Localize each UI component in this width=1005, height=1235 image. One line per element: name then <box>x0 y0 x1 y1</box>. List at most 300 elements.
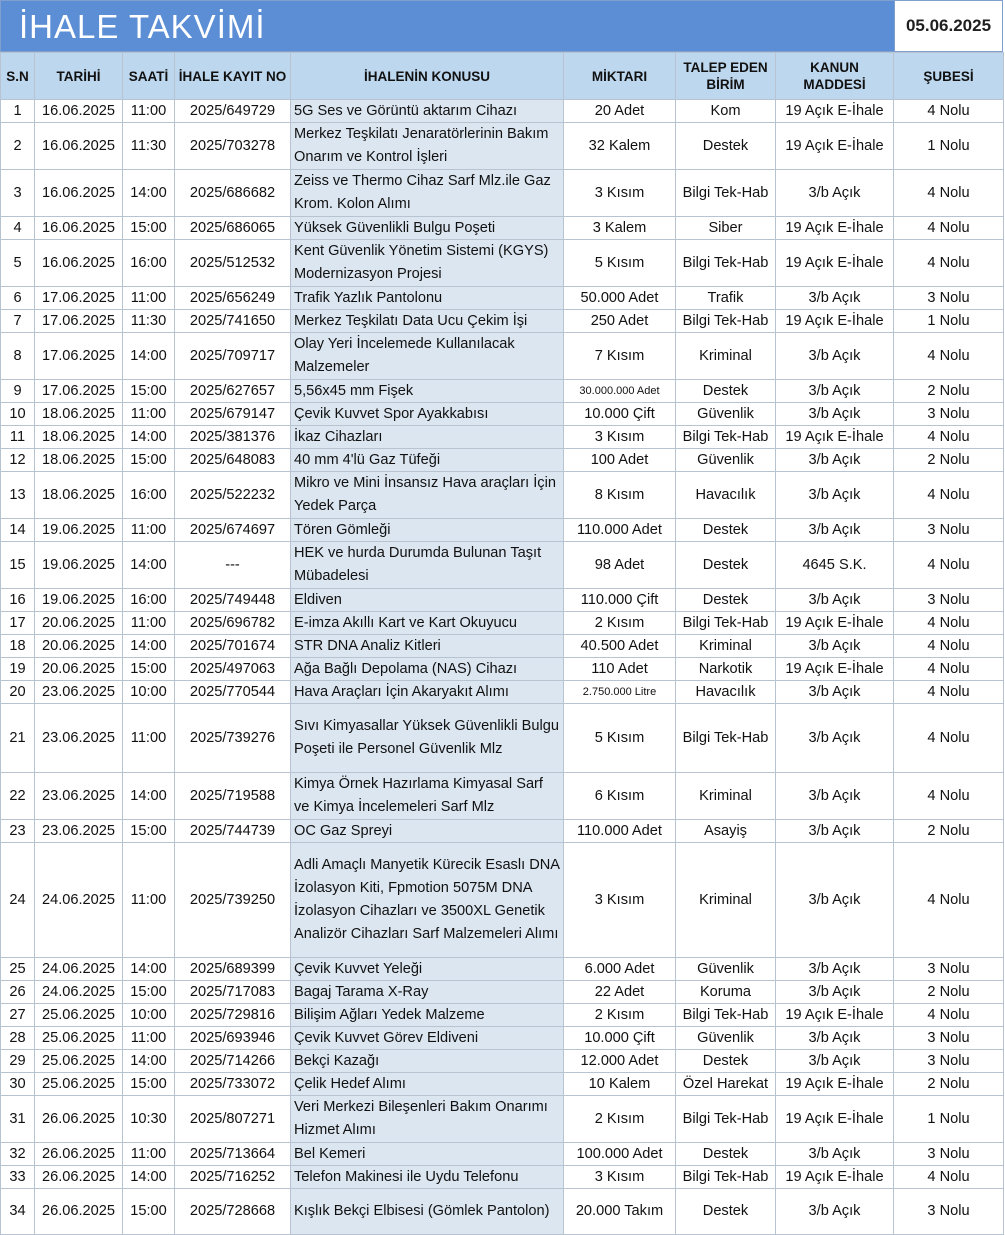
cell-law-article: 3/b Açık <box>776 589 894 612</box>
cell-requesting-unit: Destek <box>676 380 776 403</box>
cell-sn: 1 <box>1 100 35 123</box>
calendar-date: 05.06.2025 <box>894 1 1002 51</box>
cell-requesting-unit: Destek <box>676 519 776 542</box>
cell-law-article: 3/b Açık <box>776 1189 894 1235</box>
cell-date: 20.06.2025 <box>35 658 123 681</box>
cell-date: 17.06.2025 <box>35 310 123 333</box>
cell-subject: STR DNA Analiz Kitleri <box>291 635 564 658</box>
cell-law-article: 3/b Açık <box>776 981 894 1004</box>
cell-branch: 4 Nolu <box>894 170 1004 217</box>
tender-rows <box>1 100 1004 1235</box>
cell-record-no: 2025/674697 <box>175 519 291 542</box>
cell-sn: 3 <box>1 170 35 217</box>
cell-subject: E-imza Akıllı Kart ve Kart Okuyucu <box>291 612 564 635</box>
cell-date: 23.06.2025 <box>35 820 123 843</box>
cell-date: 26.06.2025 <box>35 1096 123 1143</box>
table-row <box>1 240 1004 287</box>
cell-date: 23.06.2025 <box>35 704 123 773</box>
table-row <box>1 843 1004 958</box>
cell-quantity: 20 Adet <box>564 100 676 123</box>
cell-subject: Çelik Hedef Alımı <box>291 1073 564 1096</box>
cell-date: 20.06.2025 <box>35 635 123 658</box>
cell-time: 15:00 <box>123 981 175 1004</box>
cell-requesting-unit: Destek <box>676 1143 776 1166</box>
cell-law-article: 3/b Açık <box>776 472 894 519</box>
cell-requesting-unit: Kriminal <box>676 333 776 380</box>
cell-subject: Çevik Kuvvet Yeleği <box>291 958 564 981</box>
cell-law-article: 3/b Açık <box>776 958 894 981</box>
cell-date: 18.06.2025 <box>35 426 123 449</box>
cell-subject: 5G Ses ve Görüntü aktarım Cihazı <box>291 100 564 123</box>
cell-subject: Tören Gömleği <box>291 519 564 542</box>
cell-quantity: 32 Kalem <box>564 123 676 170</box>
cell-date: 25.06.2025 <box>35 1027 123 1050</box>
cell-time: 11:00 <box>123 1143 175 1166</box>
cell-subject: Bilişim Ağları Yedek Malzeme <box>291 1004 564 1027</box>
cell-date: 18.06.2025 <box>35 472 123 519</box>
cell-law-article: 19 Açık E-İhale <box>776 612 894 635</box>
cell-date: 18.06.2025 <box>35 403 123 426</box>
cell-subject: Sıvı Kimyasallar Yüksek Güvenlikli Bulgu Poşeti ile Personel Güvenlik Mlz <box>291 704 564 773</box>
cell-time: 11:00 <box>123 1027 175 1050</box>
cell-sn: 27 <box>1 1004 35 1027</box>
cell-time: 15:00 <box>123 380 175 403</box>
cell-sn: 8 <box>1 333 35 380</box>
header-row <box>1 53 1004 100</box>
cell-record-no: 2025/749448 <box>175 589 291 612</box>
cell-requesting-unit: Kriminal <box>676 843 776 958</box>
cell-quantity: 3 Kısım <box>564 170 676 217</box>
cell-quantity: 8 Kısım <box>564 472 676 519</box>
cell-record-no: 2025/656249 <box>175 287 291 310</box>
cell-time: 14:00 <box>123 1166 175 1189</box>
header-law-article: KANUN MADDESİ <box>776 53 894 100</box>
cell-subject: HEK ve hurda Durumda Bulunan Taşıt Mübadelesi <box>291 542 564 589</box>
cell-law-article: 19 Açık E-İhale <box>776 658 894 681</box>
cell-record-no: 2025/693946 <box>175 1027 291 1050</box>
table-row <box>1 1004 1004 1027</box>
cell-quantity: 100 Adet <box>564 449 676 472</box>
table-row <box>1 1096 1004 1143</box>
cell-time: 15:00 <box>123 449 175 472</box>
cell-date: 16.06.2025 <box>35 240 123 287</box>
cell-law-article: 3/b Açık <box>776 170 894 217</box>
cell-law-article: 3/b Açık <box>776 681 894 704</box>
cell-record-no: 2025/701674 <box>175 635 291 658</box>
cell-subject: Eldiven <box>291 589 564 612</box>
cell-quantity: 250 Adet <box>564 310 676 333</box>
cell-record-no: 2025/703278 <box>175 123 291 170</box>
table-row <box>1 519 1004 542</box>
cell-date: 23.06.2025 <box>35 773 123 820</box>
cell-sn: 16 <box>1 589 35 612</box>
cell-date: 19.06.2025 <box>35 589 123 612</box>
cell-branch: 1 Nolu <box>894 1096 1004 1143</box>
cell-subject: Hava Araçları İçin Akaryakıt Alımı <box>291 681 564 704</box>
cell-date: 19.06.2025 <box>35 542 123 589</box>
cell-branch: 2 Nolu <box>894 981 1004 1004</box>
cell-subject: Çevik Kuvvet Görev Eldiveni <box>291 1027 564 1050</box>
table-row <box>1 287 1004 310</box>
cell-requesting-unit: Güvenlik <box>676 1027 776 1050</box>
cell-time: 11:00 <box>123 612 175 635</box>
cell-sn: 26 <box>1 981 35 1004</box>
cell-law-article: 3/b Açık <box>776 704 894 773</box>
cell-law-article: 3/b Açık <box>776 1027 894 1050</box>
table-row <box>1 589 1004 612</box>
table-row <box>1 1143 1004 1166</box>
table-row <box>1 1073 1004 1096</box>
table-row <box>1 217 1004 240</box>
cell-time: 11:00 <box>123 403 175 426</box>
cell-record-no: 2025/716252 <box>175 1166 291 1189</box>
cell-time: 11:00 <box>123 519 175 542</box>
cell-sn: 9 <box>1 380 35 403</box>
cell-date: 18.06.2025 <box>35 449 123 472</box>
cell-record-no: 2025/713664 <box>175 1143 291 1166</box>
cell-record-no: 2025/497063 <box>175 658 291 681</box>
cell-branch: 2 Nolu <box>894 380 1004 403</box>
cell-subject: Kışlık Bekçi Elbisesi (Gömlek Pantolon) <box>291 1189 564 1235</box>
cell-record-no: 2025/512532 <box>175 240 291 287</box>
cell-requesting-unit: Bilgi Tek-Hab <box>676 1004 776 1027</box>
cell-law-article: 3/b Açık <box>776 403 894 426</box>
cell-quantity: 3 Kısım <box>564 843 676 958</box>
table-row <box>1 1027 1004 1050</box>
cell-requesting-unit: Destek <box>676 1189 776 1235</box>
cell-time: 14:00 <box>123 1050 175 1073</box>
cell-subject: Kent Güvenlik Yönetim Sistemi (KGYS) Modernizasyon Projesi <box>291 240 564 287</box>
cell-date: 19.06.2025 <box>35 519 123 542</box>
cell-requesting-unit: Bilgi Tek-Hab <box>676 170 776 217</box>
cell-sn: 10 <box>1 403 35 426</box>
table-row <box>1 123 1004 170</box>
cell-sn: 5 <box>1 240 35 287</box>
cell-time: 14:00 <box>123 170 175 217</box>
cell-requesting-unit: Kom <box>676 100 776 123</box>
cell-sn: 24 <box>1 843 35 958</box>
cell-law-article: 19 Açık E-İhale <box>776 1073 894 1096</box>
cell-requesting-unit: Destek <box>676 542 776 589</box>
cell-law-article: 19 Açık E-İhale <box>776 426 894 449</box>
table-row <box>1 403 1004 426</box>
cell-law-article: 19 Açık E-İhale <box>776 1166 894 1189</box>
cell-subject: Ağa Bağlı Depolama (NAS) Cihazı <box>291 658 564 681</box>
cell-sn: 12 <box>1 449 35 472</box>
cell-branch: 3 Nolu <box>894 519 1004 542</box>
cell-time: 11:00 <box>123 704 175 773</box>
cell-requesting-unit: Bilgi Tek-Hab <box>676 1096 776 1143</box>
cell-sn: 25 <box>1 958 35 981</box>
cell-record-no: 2025/714266 <box>175 1050 291 1073</box>
cell-sn: 29 <box>1 1050 35 1073</box>
header-quantity: MİKTARI <box>564 53 676 100</box>
cell-requesting-unit: Destek <box>676 123 776 170</box>
cell-requesting-unit: Bilgi Tek-Hab <box>676 704 776 773</box>
cell-record-no: --- <box>175 542 291 589</box>
cell-quantity: 22 Adet <box>564 981 676 1004</box>
cell-branch: 3 Nolu <box>894 403 1004 426</box>
cell-time: 16:00 <box>123 472 175 519</box>
cell-time: 10:00 <box>123 681 175 704</box>
cell-date: 17.06.2025 <box>35 380 123 403</box>
cell-requesting-unit: Siber <box>676 217 776 240</box>
cell-law-article: 3/b Açık <box>776 1050 894 1073</box>
cell-quantity: 10.000 Çift <box>564 1027 676 1050</box>
cell-branch: 2 Nolu <box>894 449 1004 472</box>
table-row <box>1 380 1004 403</box>
cell-quantity: 2 Kısım <box>564 1004 676 1027</box>
cell-time: 11:00 <box>123 287 175 310</box>
cell-subject: Zeiss ve Thermo Cihaz Sarf Mlz.ile Gaz Krom. Kolon Alımı <box>291 170 564 217</box>
cell-sn: 32 <box>1 1143 35 1166</box>
cell-date: 26.06.2025 <box>35 1166 123 1189</box>
cell-sn: 22 <box>1 773 35 820</box>
cell-law-article: 19 Açık E-İhale <box>776 217 894 240</box>
cell-record-no: 2025/686065 <box>175 217 291 240</box>
tender-table <box>0 52 1004 1235</box>
table-row <box>1 310 1004 333</box>
cell-date: 16.06.2025 <box>35 123 123 170</box>
cell-record-no: 2025/648083 <box>175 449 291 472</box>
cell-law-article: 3/b Açık <box>776 773 894 820</box>
cell-date: 16.06.2025 <box>35 217 123 240</box>
cell-requesting-unit: Güvenlik <box>676 449 776 472</box>
cell-branch: 3 Nolu <box>894 1050 1004 1073</box>
cell-law-article: 19 Açık E-İhale <box>776 123 894 170</box>
cell-quantity: 3 Kısım <box>564 426 676 449</box>
header-subject: İHALENİN KONUSU <box>291 53 564 100</box>
table-row <box>1 472 1004 519</box>
table-row <box>1 612 1004 635</box>
cell-record-no: 2025/739250 <box>175 843 291 958</box>
cell-branch: 4 Nolu <box>894 217 1004 240</box>
cell-subject: Merkez Teşkilatı Data Ucu Çekim İşi <box>291 310 564 333</box>
cell-law-article: 19 Açık E-İhale <box>776 1096 894 1143</box>
cell-requesting-unit: Destek <box>676 589 776 612</box>
cell-sn: 28 <box>1 1027 35 1050</box>
cell-law-article: 3/b Açık <box>776 380 894 403</box>
cell-date: 24.06.2025 <box>35 958 123 981</box>
header-time: SAATİ <box>123 53 175 100</box>
cell-record-no: 2025/627657 <box>175 380 291 403</box>
cell-law-article: 3/b Açık <box>776 333 894 380</box>
cell-branch: 4 Nolu <box>894 635 1004 658</box>
cell-quantity: 6.000 Adet <box>564 958 676 981</box>
cell-quantity: 40.500 Adet <box>564 635 676 658</box>
cell-law-article: 4645 S.K. <box>776 542 894 589</box>
cell-quantity: 6 Kısım <box>564 773 676 820</box>
cell-branch: 3 Nolu <box>894 287 1004 310</box>
cell-quantity: 3 Kalem <box>564 217 676 240</box>
cell-requesting-unit: Bilgi Tek-Hab <box>676 426 776 449</box>
cell-record-no: 2025/744739 <box>175 820 291 843</box>
cell-requesting-unit: Havacılık <box>676 681 776 704</box>
cell-requesting-unit: Koruma <box>676 981 776 1004</box>
cell-quantity: 110.000 Adet <box>564 519 676 542</box>
cell-subject: Veri Merkezi Bileşenleri Bakım Onarımı Hizmet Alımı <box>291 1096 564 1143</box>
cell-requesting-unit: Havacılık <box>676 472 776 519</box>
cell-quantity: 7 Kısım <box>564 333 676 380</box>
cell-record-no: 2025/522232 <box>175 472 291 519</box>
cell-date: 26.06.2025 <box>35 1143 123 1166</box>
cell-branch: 4 Nolu <box>894 542 1004 589</box>
cell-time: 15:00 <box>123 1189 175 1235</box>
cell-requesting-unit: Bilgi Tek-Hab <box>676 240 776 287</box>
cell-branch: 1 Nolu <box>894 123 1004 170</box>
cell-time: 15:00 <box>123 658 175 681</box>
cell-sn: 34 <box>1 1189 35 1235</box>
header-sn: S.N <box>1 53 35 100</box>
page-title: İHALE TAKVİMİ <box>1 1 894 51</box>
cell-quantity: 20.000 Takım <box>564 1189 676 1235</box>
cell-time: 14:00 <box>123 958 175 981</box>
table-row <box>1 1050 1004 1073</box>
header-date: TARİHİ <box>35 53 123 100</box>
cell-date: 24.06.2025 <box>35 843 123 958</box>
cell-sn: 11 <box>1 426 35 449</box>
cell-record-no: 2025/717083 <box>175 981 291 1004</box>
cell-quantity: 100.000 Adet <box>564 1143 676 1166</box>
cell-requesting-unit: Bilgi Tek-Hab <box>676 612 776 635</box>
table-row <box>1 333 1004 380</box>
table-row <box>1 426 1004 449</box>
cell-quantity: 50.000 Adet <box>564 287 676 310</box>
cell-record-no: 2025/741650 <box>175 310 291 333</box>
cell-sn: 7 <box>1 310 35 333</box>
cell-date: 24.06.2025 <box>35 981 123 1004</box>
table-row <box>1 681 1004 704</box>
table-row <box>1 449 1004 472</box>
cell-record-no: 2025/807271 <box>175 1096 291 1143</box>
cell-branch: 4 Nolu <box>894 1004 1004 1027</box>
cell-subject: Yüksek Güvenlikli Bulgu Poşeti <box>291 217 564 240</box>
cell-subject: İkaz Cihazları <box>291 426 564 449</box>
cell-record-no: 2025/381376 <box>175 426 291 449</box>
cell-quantity: 110.000 Çift <box>564 589 676 612</box>
cell-time: 14:00 <box>123 333 175 380</box>
cell-requesting-unit: Kriminal <box>676 773 776 820</box>
cell-quantity: 2 Kısım <box>564 612 676 635</box>
cell-sn: 6 <box>1 287 35 310</box>
cell-record-no: 2025/649729 <box>175 100 291 123</box>
cell-subject: Trafik Yazlık Pantolonu <box>291 287 564 310</box>
cell-quantity: 110 Adet <box>564 658 676 681</box>
cell-time: 11:30 <box>123 123 175 170</box>
cell-time: 10:00 <box>123 1004 175 1027</box>
cell-requesting-unit: Bilgi Tek-Hab <box>676 310 776 333</box>
cell-law-article: 19 Açık E-İhale <box>776 100 894 123</box>
cell-sn: 14 <box>1 519 35 542</box>
cell-sn: 2 <box>1 123 35 170</box>
table-row <box>1 981 1004 1004</box>
cell-branch: 4 Nolu <box>894 426 1004 449</box>
cell-quantity: 3 Kısım <box>564 1166 676 1189</box>
cell-subject: Bekçi Kazağı <box>291 1050 564 1073</box>
table-row <box>1 542 1004 589</box>
cell-branch: 3 Nolu <box>894 1189 1004 1235</box>
cell-record-no: 2025/733072 <box>175 1073 291 1096</box>
header-requesting-unit: TALEP EDEN BİRİM <box>676 53 776 100</box>
cell-branch: 2 Nolu <box>894 820 1004 843</box>
cell-date: 25.06.2025 <box>35 1004 123 1027</box>
cell-branch: 4 Nolu <box>894 100 1004 123</box>
cell-sn: 4 <box>1 217 35 240</box>
cell-subject: Adli Amaçlı Manyetik Kürecik Esaslı DNA İzolasyon Kiti, Fpmotion 5075M DNA İzolasyon Cihazları ve 3500XL Genetik Analizör Cihazları Sarf Malzemeleri Alımı <box>291 843 564 958</box>
cell-record-no: 2025/729816 <box>175 1004 291 1027</box>
cell-date: 17.06.2025 <box>35 287 123 310</box>
table-row <box>1 100 1004 123</box>
cell-law-article: 3/b Açık <box>776 519 894 542</box>
cell-law-article: 3/b Açık <box>776 820 894 843</box>
cell-requesting-unit: Güvenlik <box>676 403 776 426</box>
cell-quantity: 10.000 Çift <box>564 403 676 426</box>
cell-branch: 4 Nolu <box>894 333 1004 380</box>
cell-record-no: 2025/696782 <box>175 612 291 635</box>
cell-sn: 17 <box>1 612 35 635</box>
cell-sn: 19 <box>1 658 35 681</box>
cell-law-article: 3/b Açık <box>776 449 894 472</box>
cell-branch: 2 Nolu <box>894 1073 1004 1096</box>
cell-quantity: 12.000 Adet <box>564 1050 676 1073</box>
cell-requesting-unit: Asayiş <box>676 820 776 843</box>
cell-subject: Bagaj Tarama X-Ray <box>291 981 564 1004</box>
cell-branch: 4 Nolu <box>894 1166 1004 1189</box>
cell-sn: 18 <box>1 635 35 658</box>
cell-law-article: 19 Açık E-İhale <box>776 240 894 287</box>
cell-time: 11:00 <box>123 100 175 123</box>
cell-branch: 4 Nolu <box>894 472 1004 519</box>
cell-date: 20.06.2025 <box>35 612 123 635</box>
cell-quantity: 98 Adet <box>564 542 676 589</box>
table-row <box>1 773 1004 820</box>
cell-date: 16.06.2025 <box>35 170 123 217</box>
cell-date: 23.06.2025 <box>35 681 123 704</box>
table-row <box>1 658 1004 681</box>
cell-sn: 30 <box>1 1073 35 1096</box>
cell-time: 16:00 <box>123 589 175 612</box>
cell-quantity: 30.000.000 Adet <box>564 380 676 403</box>
cell-law-article: 19 Açık E-İhale <box>776 310 894 333</box>
table-row <box>1 1166 1004 1189</box>
title-bar <box>0 0 1003 52</box>
cell-subject: Bel Kemeri <box>291 1143 564 1166</box>
cell-branch: 3 Nolu <box>894 958 1004 981</box>
cell-law-article: 3/b Açık <box>776 843 894 958</box>
table-row <box>1 170 1004 217</box>
cell-time: 16:00 <box>123 240 175 287</box>
cell-branch: 4 Nolu <box>894 658 1004 681</box>
cell-subject: Telefon Makinesi ile Uydu Telefonu <box>291 1166 564 1189</box>
cell-time: 14:00 <box>123 635 175 658</box>
cell-quantity: 2.750.000 Litre <box>564 681 676 704</box>
cell-date: 25.06.2025 <box>35 1073 123 1096</box>
cell-subject: Merkez Teşkilatı Jenaratörlerinin Bakım Onarım ve Kontrol İşleri <box>291 123 564 170</box>
cell-requesting-unit: Kriminal <box>676 635 776 658</box>
cell-sn: 20 <box>1 681 35 704</box>
cell-sn: 33 <box>1 1166 35 1189</box>
cell-record-no: 2025/686682 <box>175 170 291 217</box>
cell-branch: 4 Nolu <box>894 240 1004 287</box>
cell-date: 16.06.2025 <box>35 100 123 123</box>
cell-branch: 3 Nolu <box>894 1027 1004 1050</box>
cell-branch: 1 Nolu <box>894 310 1004 333</box>
cell-record-no: 2025/728668 <box>175 1189 291 1235</box>
table-row <box>1 820 1004 843</box>
cell-quantity: 2 Kısım <box>564 1096 676 1143</box>
cell-time: 14:00 <box>123 426 175 449</box>
cell-law-article: 3/b Açık <box>776 635 894 658</box>
